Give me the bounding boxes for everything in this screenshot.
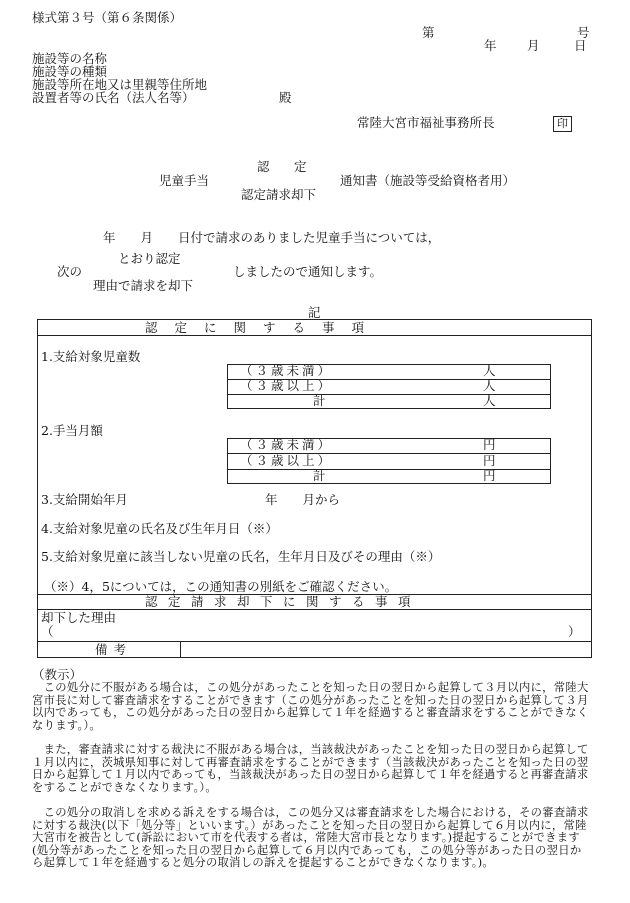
date-year: 年	[484, 38, 497, 53]
item3-label: 3.支給開始年月	[41, 492, 128, 507]
amount-over3-label: （３歳以上）	[240, 453, 334, 468]
remarks-label: 備考	[95, 642, 133, 657]
addressee-facility-name: 施設等の名称	[32, 51, 108, 66]
body-option-approve: とおり認定	[118, 251, 181, 266]
doc-number-prefix: 第	[422, 25, 435, 40]
addressee-honorific: 殿	[279, 90, 292, 105]
divider	[37, 335, 592, 336]
child-over3-label: （３歳以上）	[240, 378, 334, 393]
instructions-heading: （教示）	[32, 667, 83, 682]
date-day: 日	[574, 38, 587, 53]
appendix-note: （※）4，5については，この通知書の別紙をご確認ください。	[44, 579, 398, 594]
body-line1: 年 月 日付で請求のありました児童手当については，	[103, 230, 441, 245]
title-nintei: 認 定	[257, 159, 313, 174]
child-under3-label: （３歳未満）	[240, 363, 334, 378]
item4-label: 4.支給対象児童の氏名及び生年月日（※）	[41, 521, 278, 536]
divider	[180, 641, 181, 658]
child-under3-unit: 人	[483, 363, 496, 378]
section-nintei-heading: 認定に関する事項	[145, 320, 382, 335]
child-total-unit: 人	[483, 393, 496, 408]
divider	[37, 609, 592, 610]
item1-label: 1.支給対象児童数	[41, 349, 141, 364]
title-main-right: 通知書（施設等受給資格者用）	[340, 173, 516, 188]
body-line-end: しましたので通知します。	[233, 264, 383, 279]
date-month: 月	[527, 38, 540, 53]
instructions-para1: この処分に不服がある場合は，この処分があったことを知った日の翌日から起算して３月以内に，常陸大宮市長に対して審査請求をすることができます（この処分があったことを知った日の翌日から起算して３月以内であっても，この処分があった日の翌日から起算して１年を経過すると審査請求をすることができなくなります。）。	[32, 681, 589, 732]
form-number: 様式第３号（第６条関係）	[32, 10, 183, 25]
addressee-address: 施設等所在地又は里親等住所地	[32, 77, 208, 92]
divider	[227, 469, 551, 470]
issuer-name: 常陸大宮市福祉事務所長	[357, 115, 495, 130]
child-total-label: 計	[313, 393, 326, 408]
addressee-owner-name: 設置者等の氏名（法人名等）	[32, 90, 195, 105]
item2-label: 2.手当月額	[41, 423, 103, 438]
section-kyakka-heading: 認定請求却下に関する事項	[145, 594, 422, 609]
doc-number-suffix: 号	[577, 25, 590, 40]
amount-under3-unit: 円	[483, 437, 496, 452]
instructions-para2: また，審査請求に対する裁決に不服がある場合は，当該裁決があったことを知った日の翌日から起算して１月以内に，茨城県知事に対して再審査請求をすることができます（当該裁決があったことを知った日の翌日から起算して１月以内であっても，当該裁決があった日の翌日から起算して１年を経過すると再審査請求をすることができなくなります。）。	[32, 743, 589, 794]
kyakka-reason-label: 却下した理由	[41, 610, 117, 625]
body-next: 次の	[57, 264, 83, 279]
child-over3-unit: 人	[483, 378, 496, 393]
ki-mark: 記	[308, 305, 321, 320]
divider	[227, 394, 551, 395]
title-main-left: 児童手当	[159, 173, 210, 188]
amount-total-unit: 円	[483, 468, 496, 483]
amount-total-label: 計	[313, 468, 326, 483]
item5-label: 5.支給対象児童に該当しない児童の氏名，生年月日及びその理由（※）	[41, 549, 441, 564]
body-option-reject: 理由で請求を却下	[93, 278, 194, 293]
kyakka-reason-paren-close: ）	[568, 624, 581, 639]
kyakka-reason-paren-open: （	[41, 624, 54, 639]
amount-over3-unit: 円	[483, 453, 496, 468]
amount-under3-label: （３歳未満）	[240, 437, 334, 452]
addressee-facility-type: 施設等の種類	[32, 64, 108, 79]
seal-stamp: 印	[553, 116, 572, 132]
title-kyakka: 認定請求却下	[241, 187, 317, 202]
instructions-para3: この処分の取消しを求める訴えをする場合は，この処分又は審査請求をした場合における，その審査請求に対する裁決(以下「処分等」といいます。）があったことを知った日の翌日から起算して６月以内に，常陸大宮市を被告として(訴訟において市を代表する者は，常陸大宮市長となります。)提起することができます(処分等があったことを知った日の翌日から起算して６月以内であっても，この処分等があった日の翌日から起算して１年を経過すると処分の取消しの訴えを提起することができなくなります。)。	[32, 806, 589, 870]
item3-value: 年 月から	[265, 492, 341, 507]
